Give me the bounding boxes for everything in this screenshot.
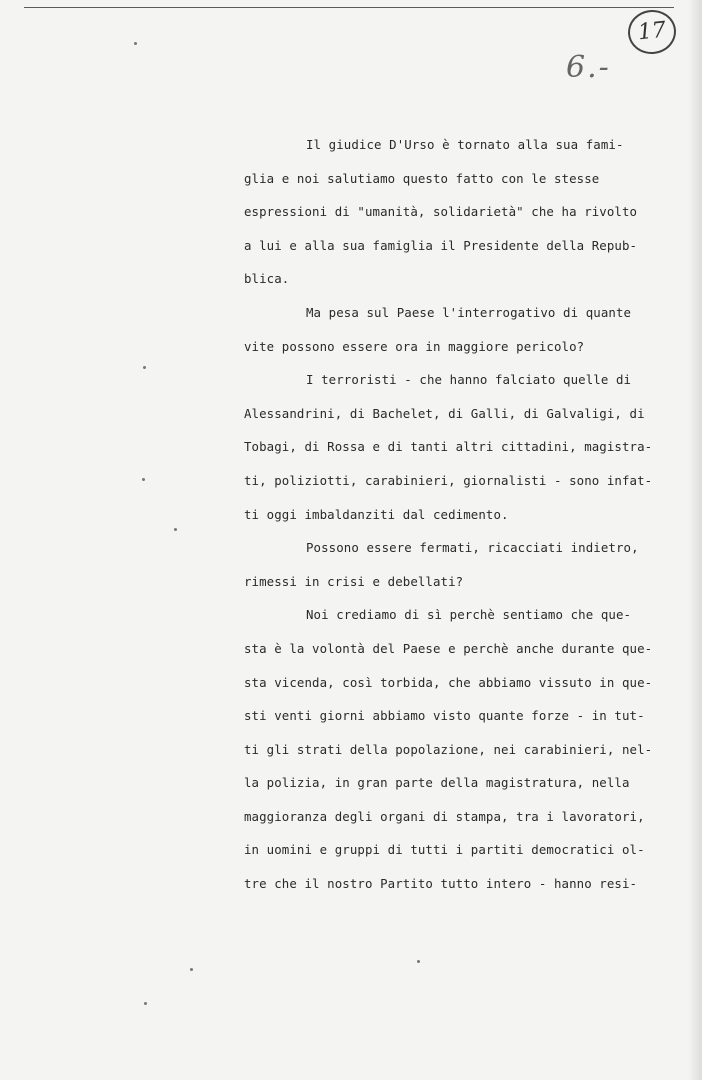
text-line: ti oggi imbaldanziti dal cedimento. [244,506,509,522]
scan-speck [142,478,145,481]
text-line: ti, poliziotti, carabinieri, giornalisti - sono infat- [244,472,653,488]
text-line: a lui e alla sua famiglia il Presidente della Repub- [244,237,638,253]
text-line: sti venti giorni abbiamo visto quante forze - in tut- [244,708,645,724]
text-line: Ma pesa sul Paese l'interrogativo di quante [306,304,632,320]
scan-speck [143,366,146,369]
archive-stamp: 17 [626,8,678,57]
text-line: Tobagi, di Rossa e di tanti altri cittadini, magistra- [244,439,653,455]
text-line: sta vicenda, così torbida, che abbiamo vissuto in que- [244,674,653,690]
text-line: maggioranza degli organi di stampa, tra i lavoratori, [244,808,645,824]
page-edge-shadow [688,0,702,1080]
typewritten-text [244,128,653,901]
scan-speck [417,960,420,963]
scan-speck [144,1002,147,1005]
text-line: ti gli strati della popolazione, nei carabinieri, nel- [244,741,653,757]
text-line: Noi crediamo di sì perchè sentiamo che que- [306,607,632,623]
text-line: la polizia, in gran parte della magistratura, nella [244,775,630,791]
top-rule [24,7,674,8]
page-number: 6.- [566,50,611,85]
text-line: Il giudice D'Urso è tornato alla sua fami- [306,137,624,152]
text-line: sta è la volontà del Paese e perchè anche durante que- [244,640,653,656]
text-line: I terroristi - che hanno falciato quelle di [306,372,632,388]
scan-speck [174,528,177,531]
text-line: blica. [244,271,290,287]
text-line: rimessi in crisi e debellati? [244,573,464,589]
text-line: tre che il nostro Partito tutto intero - hanno resi- [244,876,638,892]
text-line: espressioni di "umanità, solidarietà" che ha rivolto [244,204,638,220]
scan-speck [134,42,137,45]
scan-speck [190,968,193,971]
text-line: Alessandrini, di Bachelet, di Galli, di Galvaligi, di [244,405,645,421]
text-line: in uomini e gruppi di tutti i partiti democratici ol- [244,842,645,858]
text-line: vite possono essere ora in maggiore pericolo? [244,338,585,354]
text-line: Possono essere fermati, ricacciati indietro, [306,540,639,556]
text-line: glia e noi salutiamo questo fatto con le stesse [244,170,600,186]
